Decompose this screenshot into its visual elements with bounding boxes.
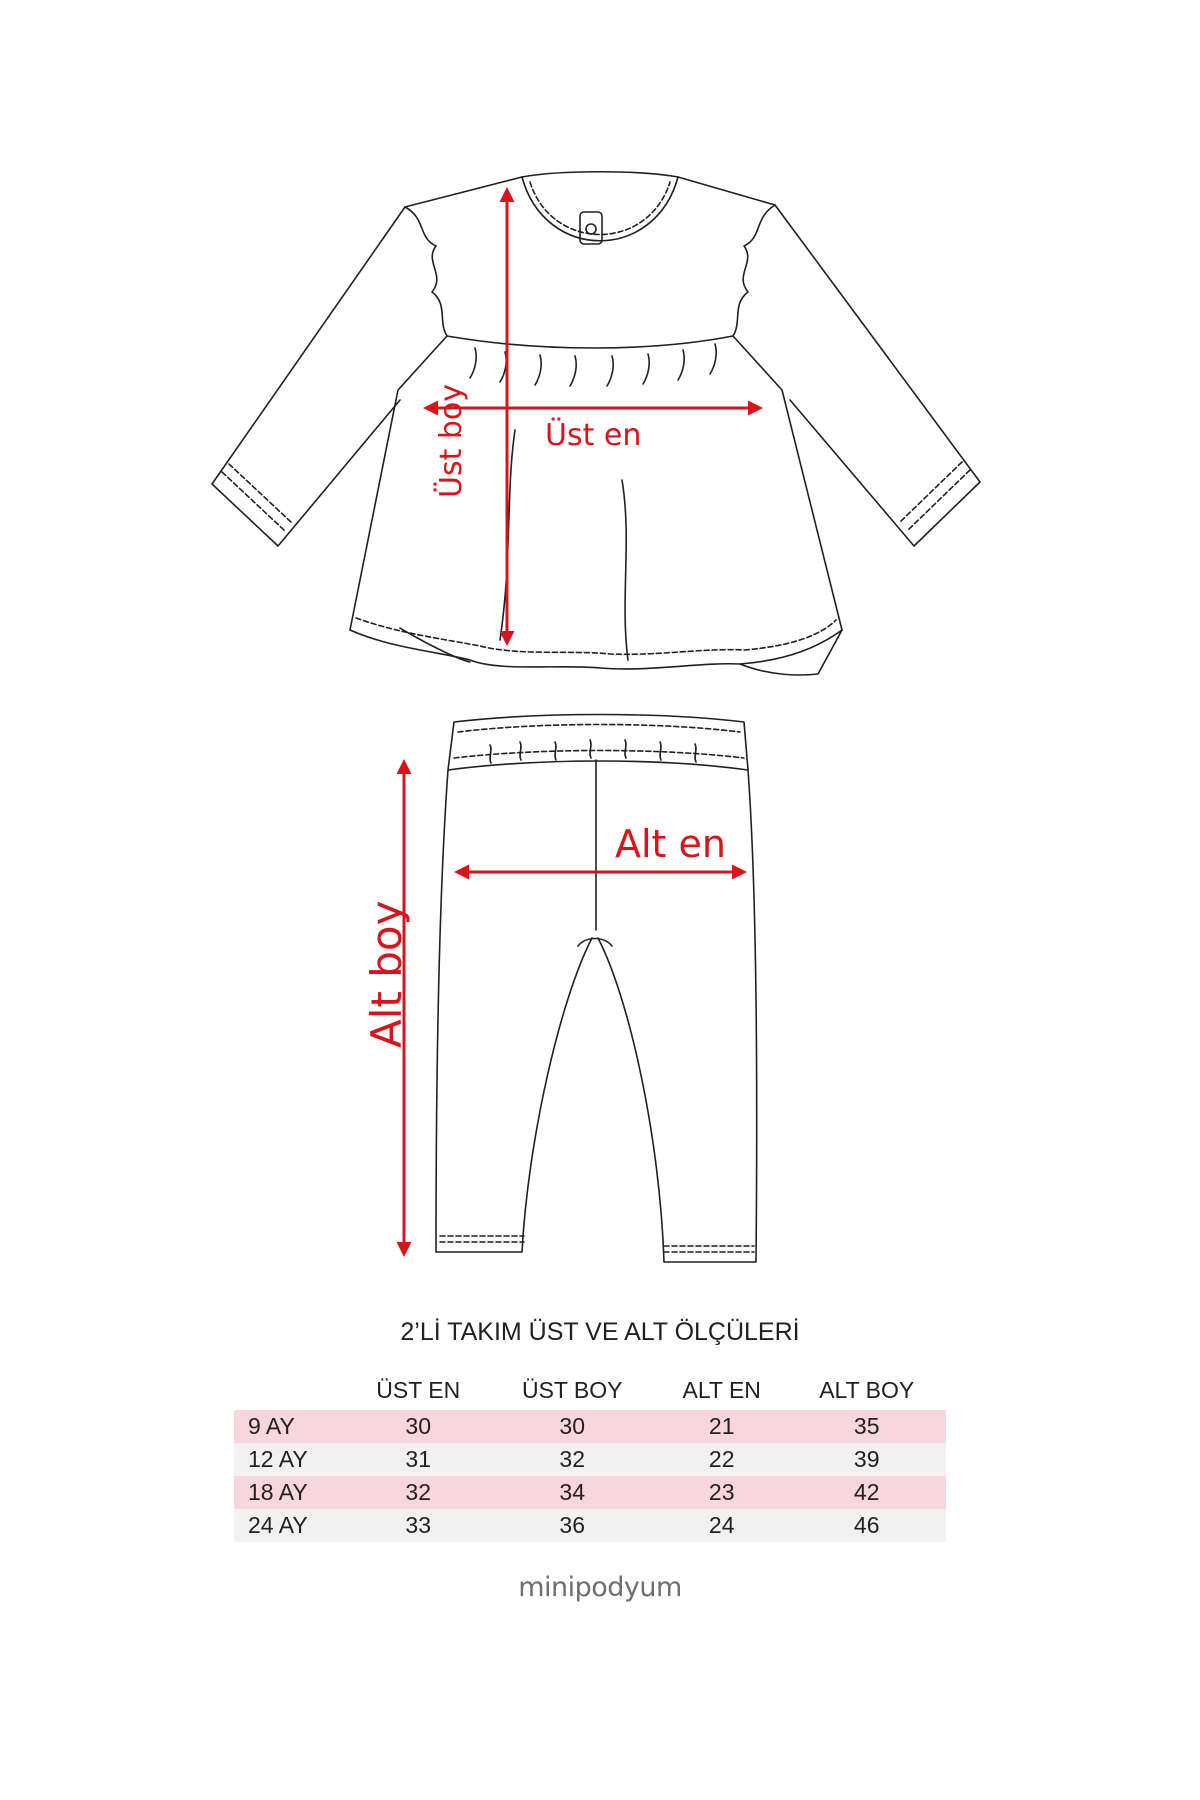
table-row	[234, 1509, 946, 1542]
leggings-sketch-icon	[436, 715, 757, 1263]
cell-top-length: 36	[488, 1509, 656, 1542]
table-row	[234, 1410, 946, 1443]
bottom-length-label: Alt boy	[362, 900, 411, 1048]
cell-top-width: 31	[348, 1443, 488, 1476]
cell-bottom-length: 46	[787, 1509, 946, 1542]
cell-top-length: 34	[488, 1476, 656, 1509]
bottom-width-label: Alt en	[615, 822, 726, 866]
table-row	[234, 1443, 946, 1476]
top-length-label: Üst boy	[434, 383, 469, 498]
row-size-label: 12 AY	[234, 1443, 348, 1476]
header-bottom-length: ALT BOY	[819, 1376, 915, 1403]
brand-logo: minipodyum	[518, 1572, 682, 1603]
size-table-title: 2’Lİ TAKIM ÜST VE ALT ÖLÇÜLERİ	[400, 1318, 800, 1346]
cell-bottom-length: 42	[787, 1476, 946, 1509]
row-size-label: 18 AY	[234, 1476, 348, 1509]
header-top-width: ÜST EN	[376, 1376, 461, 1403]
top-width-label: Üst en	[545, 418, 642, 453]
header-size	[234, 1370, 348, 1410]
cell-bottom-length: 35	[787, 1410, 946, 1443]
size-table-header	[234, 1370, 946, 1410]
row-size-label: 9 AY	[234, 1410, 348, 1443]
cell-bottom-width: 23	[656, 1476, 787, 1509]
cell-top-width: 33	[348, 1509, 488, 1542]
cell-bottom-width: 21	[656, 1410, 787, 1443]
cell-top-width: 30	[348, 1410, 488, 1443]
size-table	[234, 1370, 946, 1542]
cell-bottom-width: 22	[656, 1443, 787, 1476]
header-top-length: ÜST BOY	[521, 1376, 623, 1403]
table-row	[234, 1476, 946, 1509]
cell-top-length: 30	[488, 1410, 656, 1443]
cell-top-width: 32	[348, 1476, 488, 1509]
cell-bottom-length: 39	[787, 1443, 946, 1476]
cell-bottom-width: 24	[656, 1509, 787, 1542]
header-bottom-width: ALT EN	[682, 1376, 761, 1403]
cell-top-length: 32	[488, 1443, 656, 1476]
row-size-label: 24 AY	[234, 1509, 348, 1542]
